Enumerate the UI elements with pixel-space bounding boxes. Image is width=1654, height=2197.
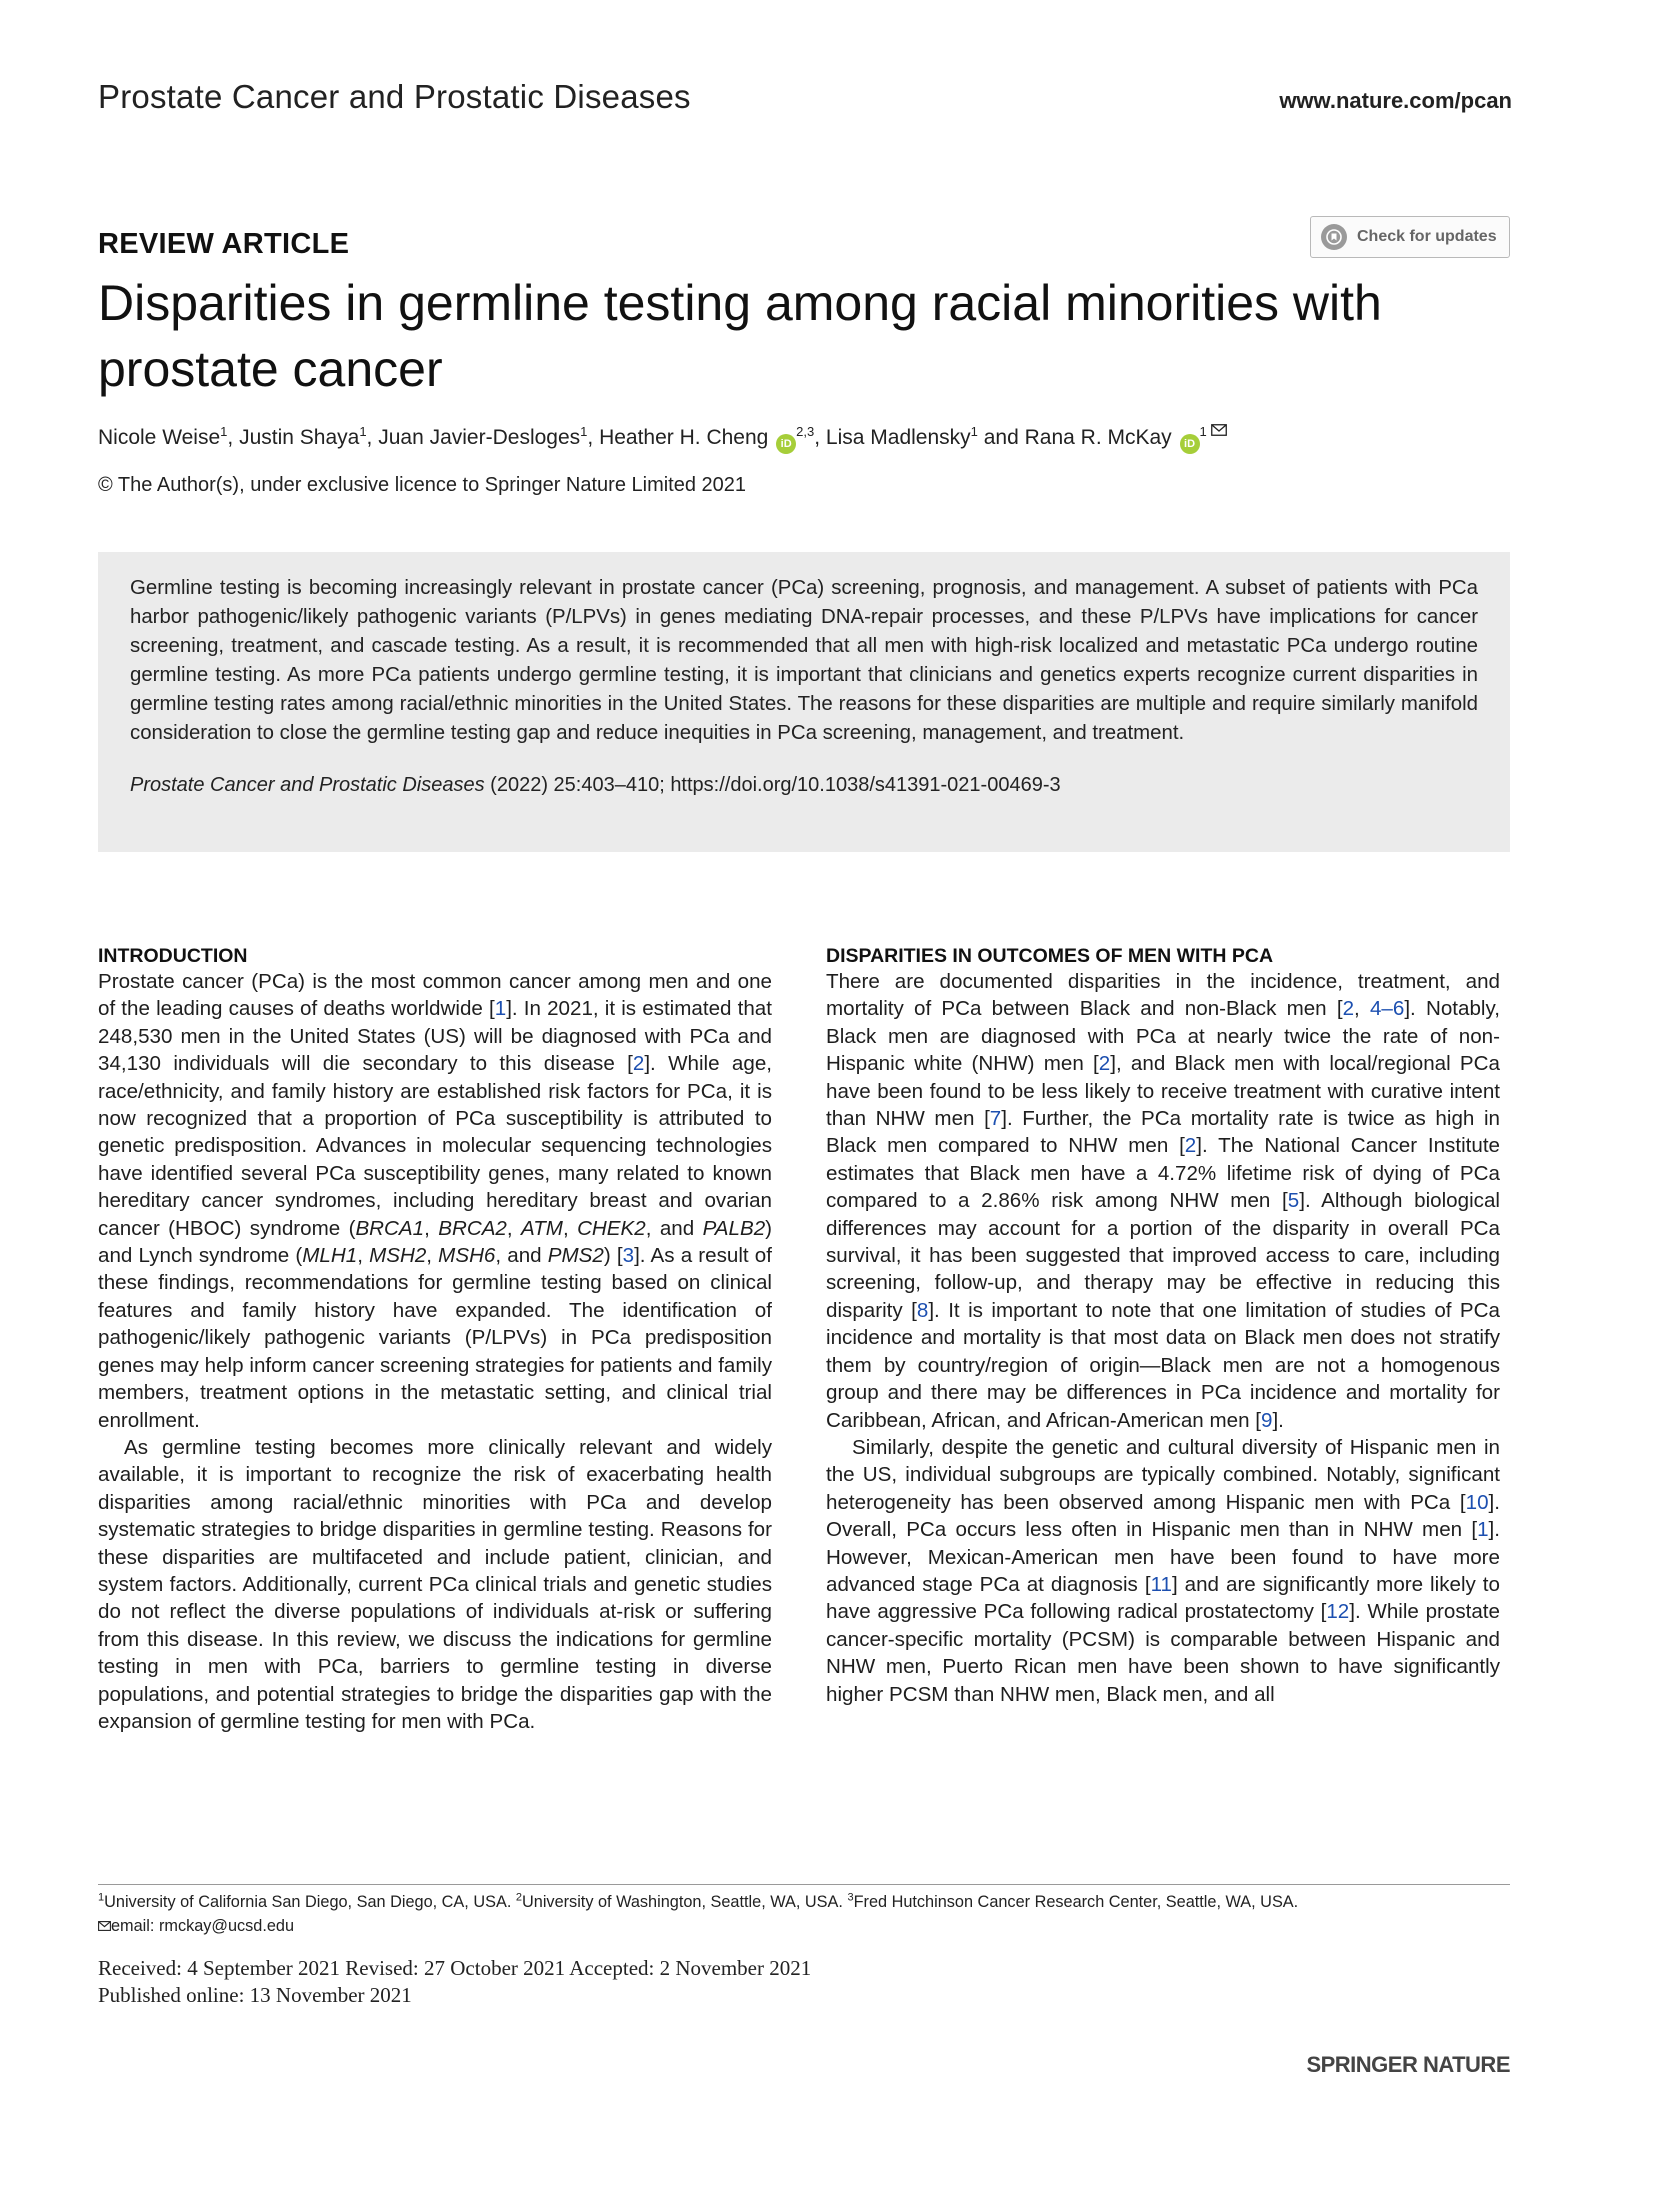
- journal-name: Prostate Cancer and Prostatic Diseases: [98, 78, 691, 115]
- author-affiliation: 1: [220, 424, 228, 439]
- bookmark-icon: [1321, 224, 1347, 250]
- affiliation-number: 1: [98, 1891, 105, 1904]
- affiliation-text: University of California San Diego, San Diego, CA, USA.: [104, 1893, 516, 1911]
- author-affiliation: 2,3: [796, 424, 815, 439]
- affiliations-line: [98, 1890, 1510, 1914]
- reference-link[interactable]: 10: [1465, 1490, 1489, 1514]
- reference-link[interactable]: 12: [1326, 1600, 1350, 1624]
- disparities-paragraph-1: There are documented disparities in the incidence, treatment, and mortality of PCa between Black and non-Black men [2, 4–6]. Notably, Black men are diagnosed with PCa at nearly twice the rate of non-Hispanic white (NHW) men [2], and Black men with local/regional PCa have been found to be less likely to receive treatment with curative intent than NHW men [7]. Further, the PCa mortality rate is twice as high in Black men compared to NHW men [2]. The National Cancer Institute estimates that Black men have a 4.72% lifetime risk of dying of PCa compared to a 2.86% risk among NHW men [5]. Although biological differences may account for a portion of the disparity in overall PCa survival, it has been suggested that improved access to care, including screening, follow-up, and therapy may be effective in reducing this disparity [8]. It is important to note that one limitation of studies of PCa incidence and mortality is that most data on Black men does not stratify them by country/region of origin—Black men are not a homogenous group and there may be differences in PCa incidence and mortality for Caribbean, African, and African-American men [9].: [826, 970, 1500, 1432]
- intro-paragraph-2: As germline testing becomes more clinically relevant and widely available, it is important to recognize the risk of exacerbating health disparities among racial/ethnic minorities with PCa and develop systematic strategies to bridge disparities in germline testing. Reasons for these disparities are multifaceted and include patient, clinician, and system factors. Additionally, current PCa clinical trials and genetic studies do not reflect the diverse populations of individuals at-risk or suffering from this disease. In this review, we discuss the indications for germline testing in men with PCa, barriers to germline testing in diverse populations, and potential strategies to bridge the disparities gap with the expansion of germline testing for men with PCa.: [98, 1435, 772, 1733]
- abstract-box: [98, 552, 1510, 852]
- reference-link[interactable]: 2: [1184, 1134, 1197, 1158]
- gene-name: CHEK2: [577, 1216, 646, 1240]
- envelope-icon[interactable]: [1211, 418, 1227, 442]
- orcid-icon[interactable]: iD: [776, 434, 796, 454]
- gene-name: PMS2: [547, 1244, 604, 1268]
- reference-link[interactable]: 9: [1260, 1408, 1273, 1432]
- affiliation-number: 2: [515, 1891, 522, 1904]
- reference-link[interactable]: 1: [1477, 1518, 1489, 1542]
- gene-name: BRCA2: [438, 1216, 507, 1240]
- gene-name: BRCA1: [355, 1216, 425, 1240]
- journal-url-link[interactable]: www.nature.com/pcan: [1279, 88, 1512, 113]
- author-separator: and: [977, 426, 1025, 449]
- abstract-text: Germline testing is becoming increasingly relevant in prostate cancer (PCa) screening, prognosis, and management. A subset of patients with PCa harbor pathogenic/likely pathogenic variants (P/LPVs) in genes mediating DNA-repair processes, and these P/LPVs have implications for cancer screening, treatment, and cascade testing. As a result, it is recommended that all men with high-risk localized and metastatic PCa undergo routine germline testing. As more PCa patients undergo germline testing, it is important that clinicians and genetics experts recognize current disparities in germline testing rates among racial/ethnic minorities in the United States. The reasons for these disparities are multiple and require similarly manifold consideration to close the germline testing gap and reduce inequities in PCa screening, management, and treatment.: [130, 577, 1478, 744]
- reference-link[interactable]: 4–6: [1369, 997, 1405, 1021]
- reference-link[interactable]: 11: [1150, 1572, 1172, 1596]
- intro-paragraph-1: Prostate cancer (PCa) is the most common cancer among men and one of the leading causes of deaths worldwide [1]. In 2021, it is estimated that 248,530 men in the United States (US) will be diagnosed with PCa and 34,130 individuals will die secondary to this disease [2]. While age, race/ethnicity, and family history are established risk factors for PCa, it is now recognized that a proportion of PCa susceptibility is attributed to genetic predisposition. Advances in molecular sequencing technologies have identified several PCa susceptibility genes, many related to known hereditary cancer syndromes, including hereditary breast and ovarian cancer (HBOC) syndrome (BRCA1, BRCA2, ATM, CHEK2, and PALB2) and Lynch syndrome (MLH1, MSH2, MSH6, and PMS2) [3]. As a result of these findings, recommendations for germline testing based on clinical features and family history have expanded. The identification of pathogenic/likely pathogenic variants (P/LPVs) in PCa predisposition genes may help inform cancer screening strategies for patients and family members, treatment options in the metastatic setting, and clinical trial enrollment.: [98, 970, 773, 1432]
- author-list: [98, 418, 1538, 454]
- article-title: Disparities in germline testing among racial minorities with prostate cancer: [98, 275, 1382, 397]
- dates-block: [98, 1955, 811, 2009]
- author-name[interactable]: Lisa Madlensky: [825, 426, 971, 449]
- publisher-logo: SPRINGER NATURE: [1306, 2052, 1510, 2077]
- right-column: [826, 944, 1500, 1708]
- reference-link[interactable]: 1: [494, 997, 507, 1021]
- reference-link[interactable]: 2: [1342, 997, 1355, 1021]
- envelope-icon: [98, 1917, 111, 1935]
- author-affiliation: 1: [1199, 424, 1207, 439]
- published-date: Published online: 13 November 2021: [98, 1983, 412, 2007]
- citation-journal: Prostate Cancer and Prostatic Diseases: [130, 774, 485, 796]
- citation-line: [130, 774, 1478, 797]
- check-for-updates-label: Check for updates: [1357, 228, 1497, 245]
- author-name[interactable]: Justin Shaya: [239, 426, 360, 449]
- author-separator: ,: [587, 426, 600, 449]
- footnote-divider: [98, 1884, 1510, 1885]
- author-name[interactable]: Juan Javier-Desloges: [378, 426, 581, 449]
- author-affiliation: 1: [970, 424, 978, 439]
- affiliation-number: 3: [847, 1891, 854, 1904]
- footnotes: [98, 1890, 1510, 1938]
- author-separator: ,: [227, 426, 240, 449]
- reference-link[interactable]: 3: [622, 1244, 635, 1268]
- reference-link[interactable]: 8: [916, 1298, 929, 1322]
- affiliation-text: University of Washington, Seattle, WA, USA.: [522, 1893, 848, 1911]
- author-affiliation: 1: [359, 424, 367, 439]
- reference-link[interactable]: 5: [1287, 1189, 1300, 1213]
- article-type: REVIEW ARTICLE: [98, 228, 350, 260]
- gene-name: MSH6: [438, 1244, 496, 1268]
- author-affiliation: 1: [580, 424, 588, 439]
- orcid-icon[interactable]: iD: [1180, 434, 1200, 454]
- gene-name: ATM: [521, 1216, 563, 1240]
- email-line: [98, 1914, 1510, 1938]
- copyright-notice: © The Author(s), under exclusive licence to Springer Nature Limited 2021: [98, 474, 747, 496]
- section-heading-disparities: DISPARITIES IN OUTCOMES OF MEN WITH PCA: [826, 945, 1274, 967]
- received-dates: Received: 4 September 2021 Revised: 27 October 2021 Accepted: 2 November 2021: [98, 1956, 812, 1980]
- author-name[interactable]: Nicole Weise: [98, 426, 221, 449]
- gene-name: PALB2: [702, 1216, 766, 1240]
- author-name[interactable]: Rana R. McKay: [1024, 426, 1172, 449]
- left-column: [98, 944, 772, 1735]
- citation-details[interactable]: (2022) 25:403–410; https://doi.org/10.1038/s41391-021-00469-3: [484, 774, 1061, 796]
- section-heading-introduction: INTRODUCTION: [98, 945, 248, 967]
- corresponding-email[interactable]: email: rmckay@ucsd.edu: [111, 1917, 295, 1935]
- author-name[interactable]: Heather H. Cheng: [599, 426, 769, 449]
- author-separator: ,: [814, 426, 826, 449]
- reference-link[interactable]: 7: [989, 1107, 1002, 1131]
- affiliation-text: Fred Hutchinson Cancer Research Center, Seattle, WA, USA.: [853, 1893, 1299, 1911]
- gene-name: MSH2: [369, 1244, 427, 1268]
- reference-link[interactable]: 2: [1098, 1052, 1111, 1076]
- reference-link[interactable]: 2: [632, 1052, 645, 1076]
- gene-name: MLH1: [302, 1244, 358, 1268]
- check-for-updates-button[interactable]: [1310, 216, 1510, 258]
- disparities-paragraph-2: Similarly, despite the genetic and cultural diversity of Hispanic men in the US, individual subgroups are typically combined. Notably, significant heterogeneity has been observed among Hispanic men with PCa [10]. Overall, PCa occurs less often in Hispanic men than in NHW men [1]. However, Mexican-American men have been found to have more advanced stage PCa at diagnosis [11] and are significantly more likely to have aggressive PCa following radical prostatectomy [12]. While prostate cancer-specific mortality (PCSM) is comparable between Hispanic and NHW men, Puerto Rican men have been shown to have significantly higher PCSM than NHW men, Black men, and all: [826, 1435, 1500, 1706]
- author-separator: ,: [366, 426, 379, 449]
